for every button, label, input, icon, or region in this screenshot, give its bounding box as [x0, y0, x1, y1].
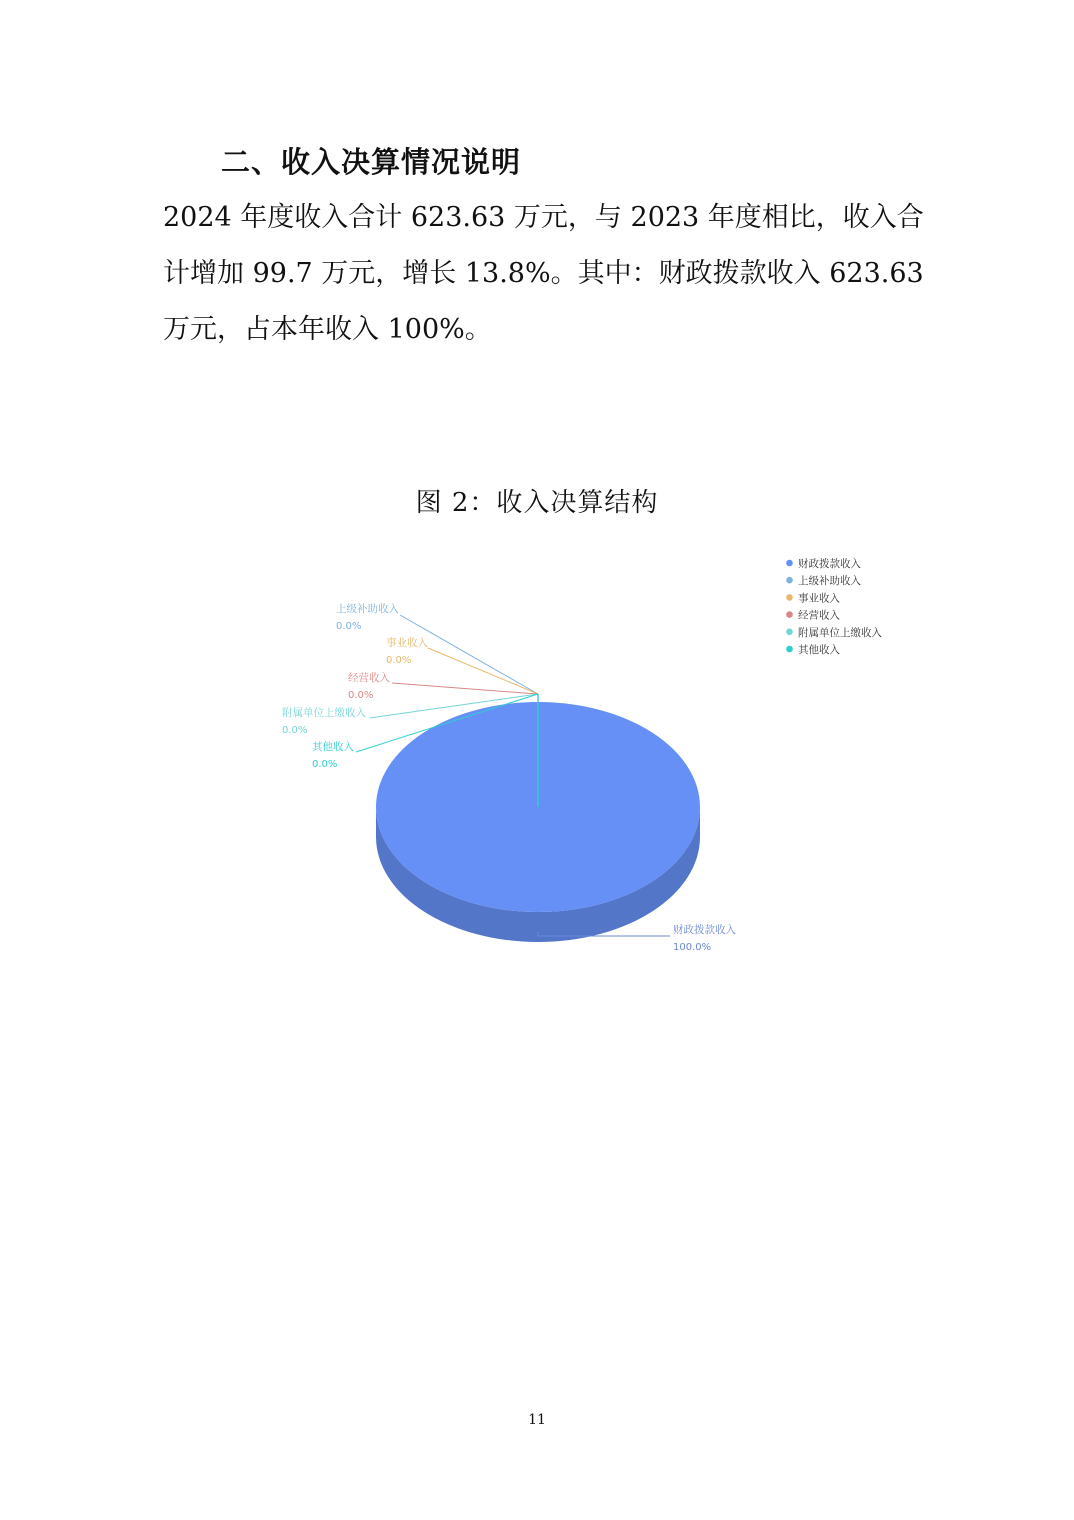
legend-label: 经营收入: [798, 609, 840, 622]
paragraph-line: 2024 年度收入合计 623.63 万元，与 2023 年度相比，收入合: [163, 202, 924, 233]
pie-chart: [0, 540, 1074, 970]
slice-name-label: 上级补助收入: [336, 603, 399, 615]
legend-swatch: [786, 629, 793, 636]
slice-name-label: 其他收入: [312, 741, 354, 753]
section-heading: 二、收入决算情况说明: [221, 145, 522, 179]
slice-name-label: 财政拨款收入: [673, 924, 736, 936]
legend-item: [786, 591, 840, 604]
legend-swatch: [786, 560, 793, 567]
slice-percent-label: 0.0%: [348, 690, 374, 701]
paragraph-line: 计增加 99.7 万元，增长 13.8%。其中：财政拨款收入 623.63: [163, 258, 924, 289]
legend-swatch: [786, 611, 793, 618]
chart-legend: [786, 557, 882, 656]
body-paragraph: [163, 190, 923, 358]
legend-label: 事业收入: [798, 592, 840, 605]
page-number: 11: [528, 1412, 546, 1428]
legend-item: [786, 574, 861, 587]
slice-name-label: 事业收入: [386, 637, 428, 649]
paragraph-line: 万元，占本年收入 100%。: [163, 314, 492, 345]
legend-item: [786, 643, 840, 656]
legend-item: [786, 557, 861, 570]
slice-name-label: 经营收入: [348, 672, 390, 684]
leader-line: [400, 615, 538, 694]
pie-body: [376, 694, 700, 942]
legend-label: 上级补助收入: [798, 575, 861, 588]
legend-swatch: [786, 577, 793, 584]
slice-percent-label: 100.0%: [673, 942, 712, 953]
figure-title: 图 2：收入决算结构: [415, 488, 659, 518]
slice-percent-label: 0.0%: [386, 655, 412, 666]
legend-swatch: [786, 646, 793, 653]
legend-item: [786, 626, 882, 639]
legend-label: 其他收入: [798, 644, 840, 656]
slice-percent-label: 0.0%: [312, 759, 338, 770]
legend-item: [786, 609, 840, 622]
slice-percent-label: 0.0%: [336, 621, 362, 632]
legend-swatch: [786, 594, 793, 601]
legend-label: 附属单位上缴收入: [798, 626, 882, 639]
legend-label: 财政拨款收入: [798, 558, 861, 570]
slice-percent-label: 0.0%: [282, 725, 308, 736]
slice-name-label: 附属单位上缴收入: [282, 707, 366, 719]
